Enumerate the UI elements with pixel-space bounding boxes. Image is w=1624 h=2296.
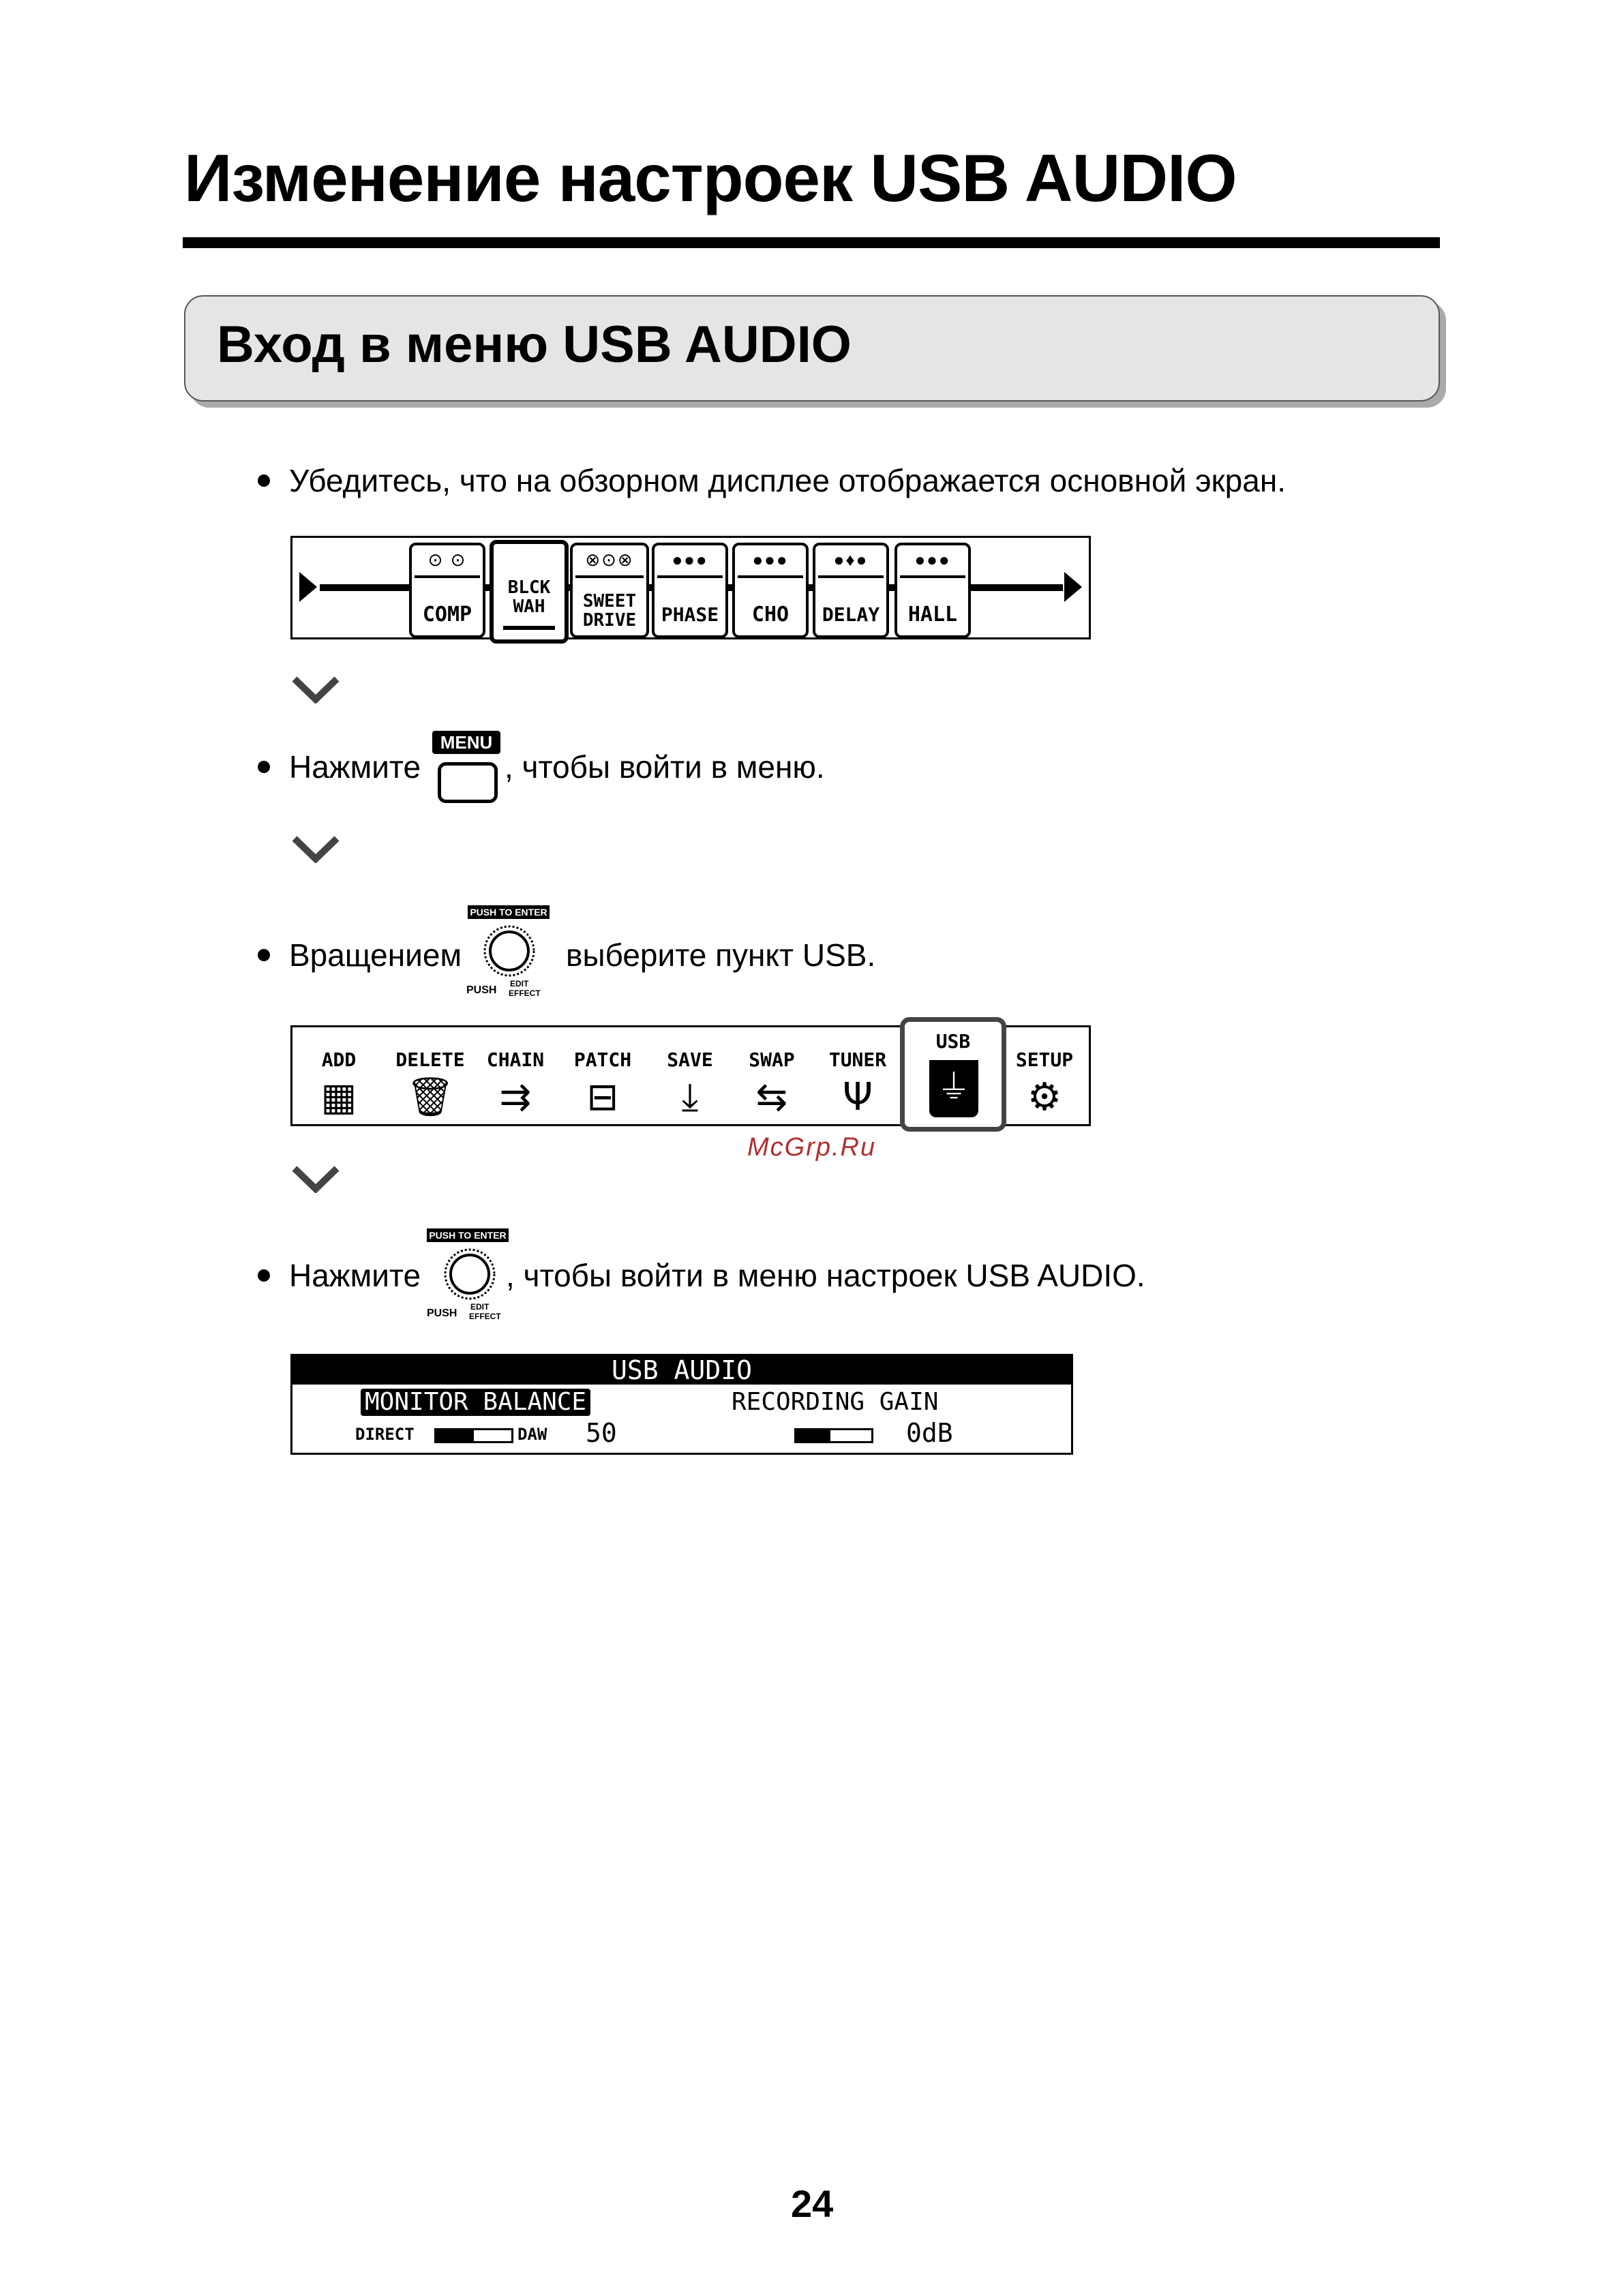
chain-icon: ⇉ — [499, 1075, 532, 1119]
title-rule — [183, 237, 1440, 248]
gear-icon: ⚙ — [1027, 1075, 1062, 1119]
monitor-balance-value: 50 — [586, 1418, 617, 1448]
effect-divider — [818, 575, 884, 578]
effect-block-comp[interactable] — [409, 543, 485, 638]
daw-label: DAW — [517, 1425, 547, 1444]
output-arrow-icon — [1064, 572, 1082, 602]
bullet-dot — [258, 761, 270, 773]
recording-gain-bar[interactable] — [794, 1428, 873, 1443]
effect-knobs: ⊙ ⊙ — [427, 549, 467, 570]
recording-gain-label[interactable]: RECORDING GAIN — [732, 1388, 939, 1416]
menu-item-usb[interactable] — [900, 1017, 1006, 1132]
menu-button-label: MENU — [432, 731, 500, 754]
chevron-down-icon — [292, 1166, 340, 1193]
effect-knobs: ●●● — [914, 549, 951, 570]
page-title: Изменение настроек USB AUDIO — [184, 140, 1237, 215]
effect-block-phase[interactable] — [652, 543, 728, 638]
step-2-text-before: Нажмите — [289, 749, 421, 785]
step-4-text-before: Нажмите — [289, 1258, 421, 1293]
knob-push-label: PUSH — [466, 984, 497, 996]
effect-label: BLCK WAH — [507, 577, 551, 617]
chevron-down-icon — [292, 676, 340, 704]
effect-divider — [738, 575, 803, 578]
knob-edit-label: EDIT — [470, 1302, 490, 1312]
menu-button[interactable] — [431, 731, 502, 804]
patch-icon: ⊟ — [586, 1075, 619, 1119]
swap-icon: ⇆ — [755, 1075, 788, 1119]
usb-audio-header: USB AUDIO — [292, 1356, 1071, 1385]
chevron-down-icon — [292, 836, 340, 863]
effect-label: COMP — [422, 603, 472, 626]
menu-item-label: CHAIN — [486, 1048, 545, 1071]
menu-item-label: SAVE — [667, 1048, 713, 1071]
effect-divider — [900, 575, 965, 578]
menu-item-label: SETUP — [1015, 1048, 1074, 1071]
input-arrow-icon — [299, 572, 317, 602]
effect-label: DELAY — [822, 603, 880, 626]
effect-knobs: ●♦● — [833, 549, 869, 570]
step-1 — [258, 462, 1286, 499]
tuner-icon: Ψ — [842, 1075, 873, 1119]
direct-label: DIRECT — [355, 1425, 415, 1444]
effect-block-blck-wah[interactable] — [490, 540, 569, 644]
bullet-dot — [258, 474, 270, 487]
knob-effect-label: EFFECT — [469, 1312, 501, 1321]
page-number: 24 — [791, 2182, 834, 2225]
recording-gain-value: 0dB — [906, 1418, 953, 1448]
menu-item-label: TUNER — [828, 1048, 887, 1071]
section-title: Вход в меню USB AUDIO — [217, 316, 852, 374]
knob-icon — [442, 1246, 498, 1302]
knob-push-label: PUSH — [427, 1308, 457, 1319]
add-icon: ▦ — [320, 1075, 357, 1119]
monitor-balance-label[interactable]: MONITOR BALANCE — [361, 1389, 590, 1416]
monitor-balance-bar[interactable] — [434, 1428, 513, 1443]
effect-block-sweet-drive[interactable] — [570, 543, 649, 638]
effect-knobs: ●●● — [752, 549, 789, 570]
effect-label: CHO — [751, 603, 790, 626]
effect-divider — [415, 575, 480, 578]
menu-item-tuner[interactable] — [819, 1050, 896, 1118]
bullet-dot — [258, 949, 270, 961]
menu-item-label: USB — [935, 1030, 971, 1053]
effect-knobs: ●●● — [672, 549, 708, 570]
menu-item-label: SWAP — [749, 1048, 795, 1071]
menu-item-chain[interactable] — [477, 1050, 554, 1118]
menu-item-swap[interactable] — [736, 1050, 807, 1118]
knob-edit-label: EDIT — [510, 979, 529, 988]
step-2-text-after: , чтобы войти в меню. — [505, 749, 825, 785]
step-3 — [258, 937, 462, 973]
knob-icon — [481, 923, 537, 979]
menu-item-save[interactable] — [655, 1050, 725, 1118]
menu-item-label: PATCH — [573, 1048, 632, 1071]
effect-divider — [575, 575, 644, 578]
menu-item-label: ADD — [321, 1048, 357, 1071]
menu-item-add[interactable] — [308, 1050, 370, 1118]
wah-pedal-icon — [503, 626, 555, 630]
effect-label: HALL — [907, 603, 958, 626]
effect-divider — [657, 575, 723, 578]
effect-block-cho[interactable] — [732, 543, 809, 638]
menu-item-setup[interactable] — [1009, 1050, 1080, 1118]
step-3-text-after: выберите пункт USB. — [566, 937, 876, 973]
knob-push-to-enter-label: PUSH TO ENTER — [427, 1228, 509, 1242]
step-4-text-after: , чтобы войти в меню настроек USB AUDIO. — [506, 1258, 1145, 1293]
save-icon: ⤓ — [681, 1075, 699, 1119]
step-2 — [258, 749, 421, 785]
usb-audio-display — [290, 1354, 1073, 1455]
effect-block-delay[interactable] — [813, 543, 889, 638]
effect-label: SWEET DRIVE — [582, 591, 637, 631]
effect-block-hall[interactable] — [894, 543, 971, 638]
menu-item-patch[interactable] — [563, 1050, 642, 1118]
step-1-text: Убедитесь, что на обзорном дисплее отображается основной экран. — [289, 463, 1287, 498]
menu-item-delete[interactable] — [386, 1050, 475, 1118]
recording-gain-fill — [796, 1430, 830, 1441]
enter-knob[interactable] — [421, 1228, 517, 1329]
effect-label: PHASE — [661, 603, 719, 626]
select-knob[interactable] — [461, 905, 556, 1006]
monitor-balance-fill — [436, 1430, 474, 1441]
step-4 — [258, 1257, 421, 1294]
knob-effect-label: EFFECT — [509, 988, 541, 998]
knob-push-to-enter-label: PUSH TO ENTER — [468, 905, 550, 919]
effect-knobs: ⊗⊙⊗ — [585, 549, 634, 570]
step-3-text-before: Вращением — [289, 937, 462, 973]
watermark: McGrp.Ru — [747, 1133, 877, 1162]
trash-icon: 🗑 — [406, 1075, 455, 1119]
usb-icon: ⏚ — [929, 1060, 978, 1117]
menu-item-label: DELETE — [395, 1048, 465, 1071]
bullet-dot — [258, 1269, 270, 1282]
menu-button-shape — [438, 762, 498, 803]
